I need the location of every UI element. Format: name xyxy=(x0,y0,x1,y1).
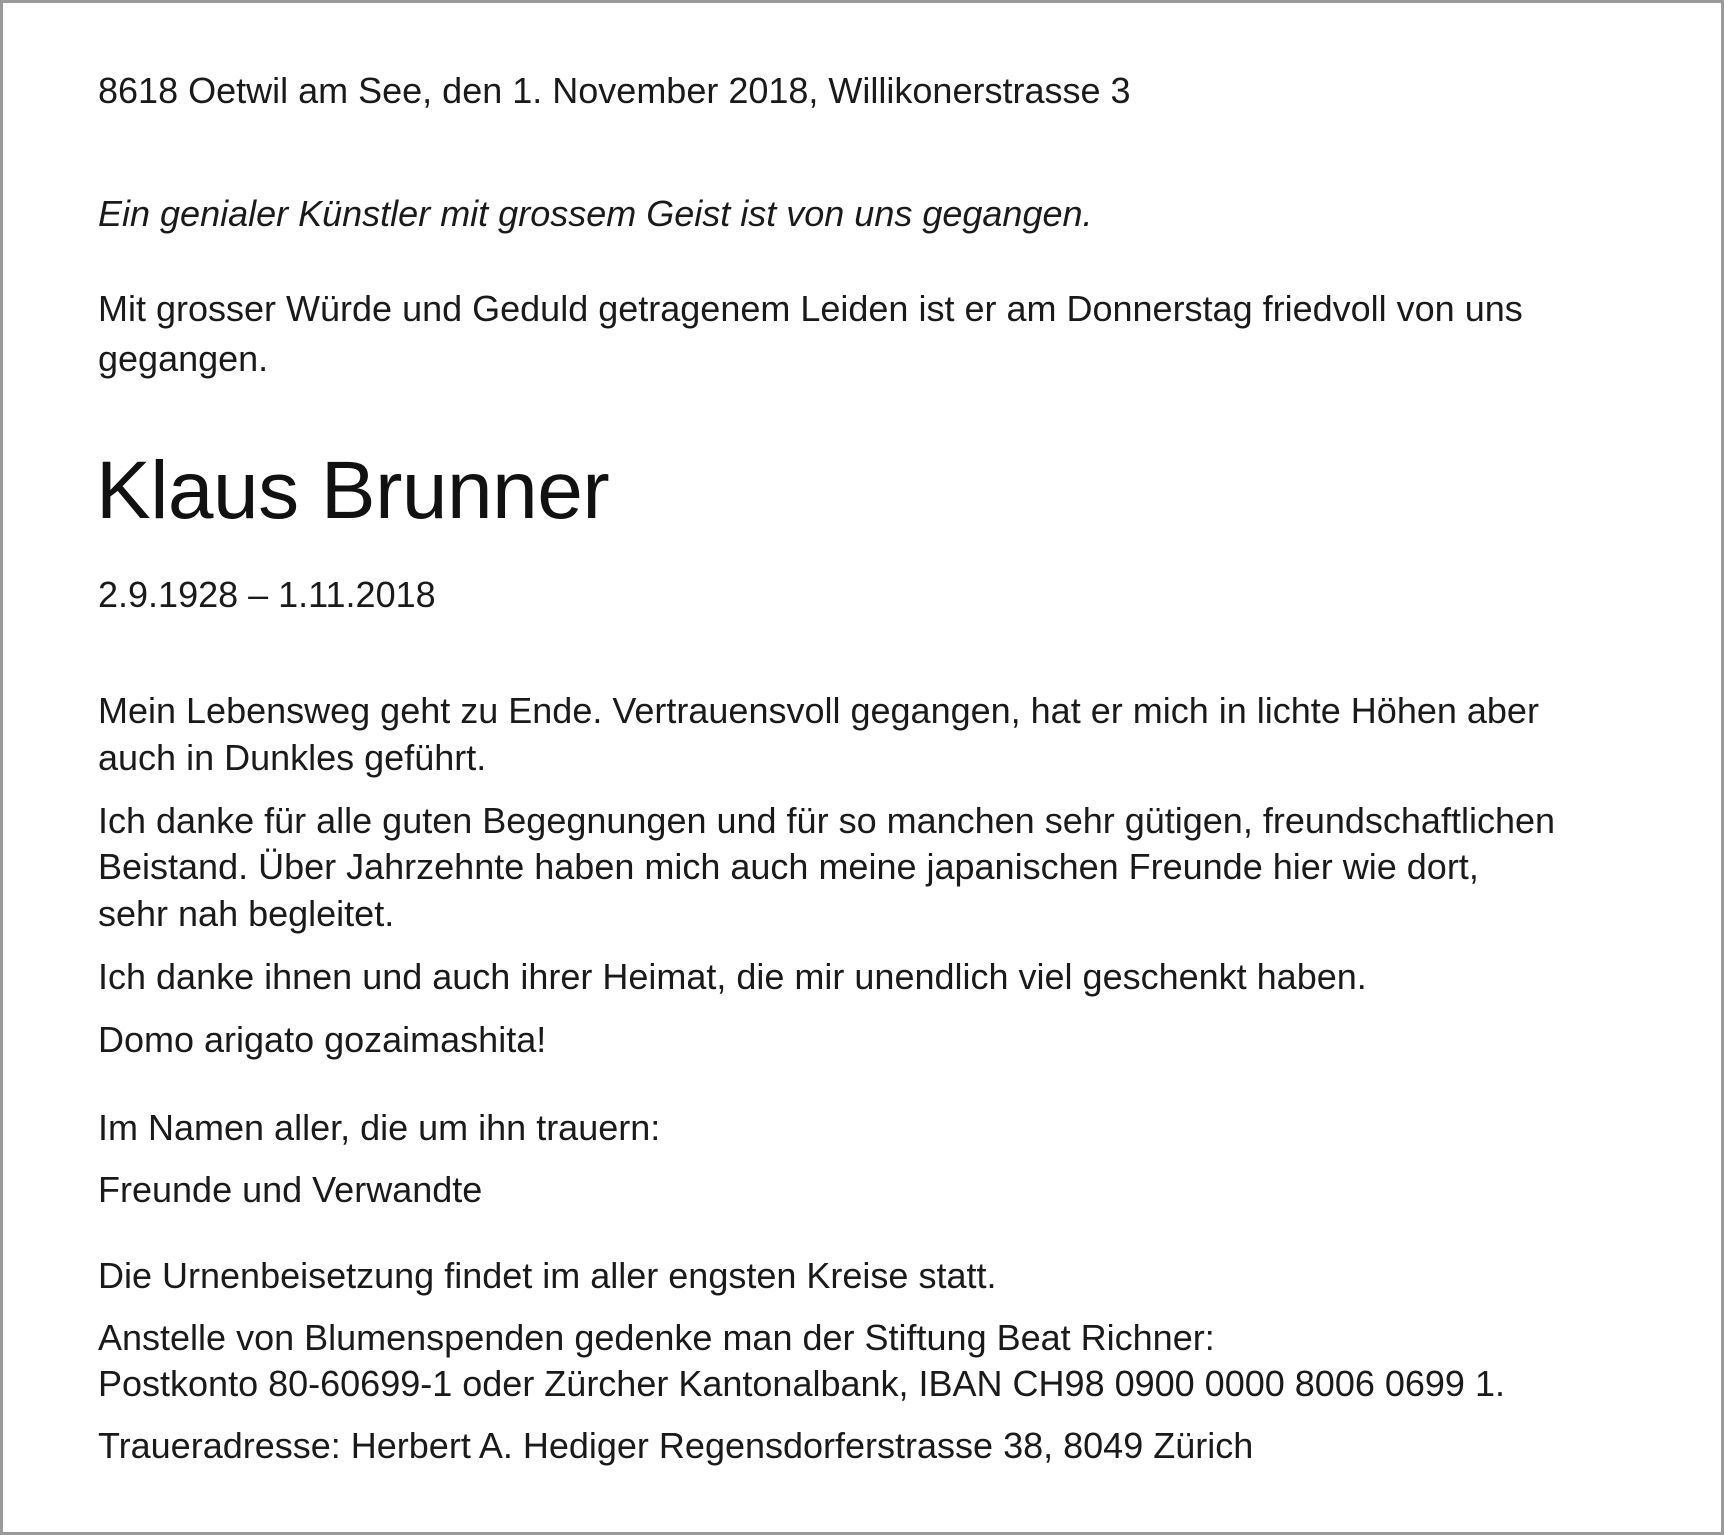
message-paragraph-1-line-2: auch in Dunkles geführt. xyxy=(98,737,487,778)
burial-note: Die Urnenbeisetzung findet im aller engsten Kreise statt. xyxy=(98,1255,997,1296)
mourners-names: Freunde und Verwandte xyxy=(98,1169,483,1210)
tagline: Ein genialer Künstler mit grossem Geist ist von uns gegangen. xyxy=(98,193,1093,234)
life-dates: 2.9.1928 – 1.11.2018 xyxy=(98,574,436,615)
message-paragraph-2-line-3: sehr nah begleitet. xyxy=(98,893,395,934)
passing-text-line-2: gegangen. xyxy=(98,338,269,379)
donation-line-1: Anstelle von Blumenspenden gedenke man der Stiftung Beat Richner: xyxy=(98,1317,1215,1358)
mourning-address: Traueradresse: Herbert A. Hediger Regensdorferstrasse 38, 8049 Zürich xyxy=(98,1425,1254,1466)
message-paragraph-4: Domo arigato gozaimashita! xyxy=(98,1019,547,1060)
donation-line-2: Postkonto 80-60699-1 oder Zürcher Kantonalbank, IBAN CH98 0900 0000 8006 0699 1. xyxy=(98,1363,1505,1404)
message-paragraph-1-line-1: Mein Lebensweg geht zu Ende. Vertrauensvoll gegangen, hat er mich in lichte Höhen aber xyxy=(98,690,1539,731)
mourners-intro: Im Namen aller, die um ihn trauern: xyxy=(98,1107,661,1148)
message-paragraph-2-line-1: Ich danke für alle guten Begegnungen und für so manchen sehr gütigen, freundschaftlichen xyxy=(98,800,1556,841)
message-paragraph-2-line-2: Beistand. Über Jahrzehnte haben mich auch meine japanischen Freunde hier wie dort, xyxy=(98,846,1479,887)
passing-text-line-1: Mit grosser Würde und Geduld getragenem Leiden ist er am Donnerstag friedvoll von uns xyxy=(98,288,1523,329)
deceased-name: Klaus Brunner xyxy=(96,445,610,536)
message-paragraph-3: Ich danke ihnen und auch ihrer Heimat, die mir unendlich viel geschenkt haben. xyxy=(98,956,1367,997)
place-date-line: 8618 Oetwil am See, den 1. November 2018, Willikonerstrasse 3 xyxy=(98,70,1131,111)
